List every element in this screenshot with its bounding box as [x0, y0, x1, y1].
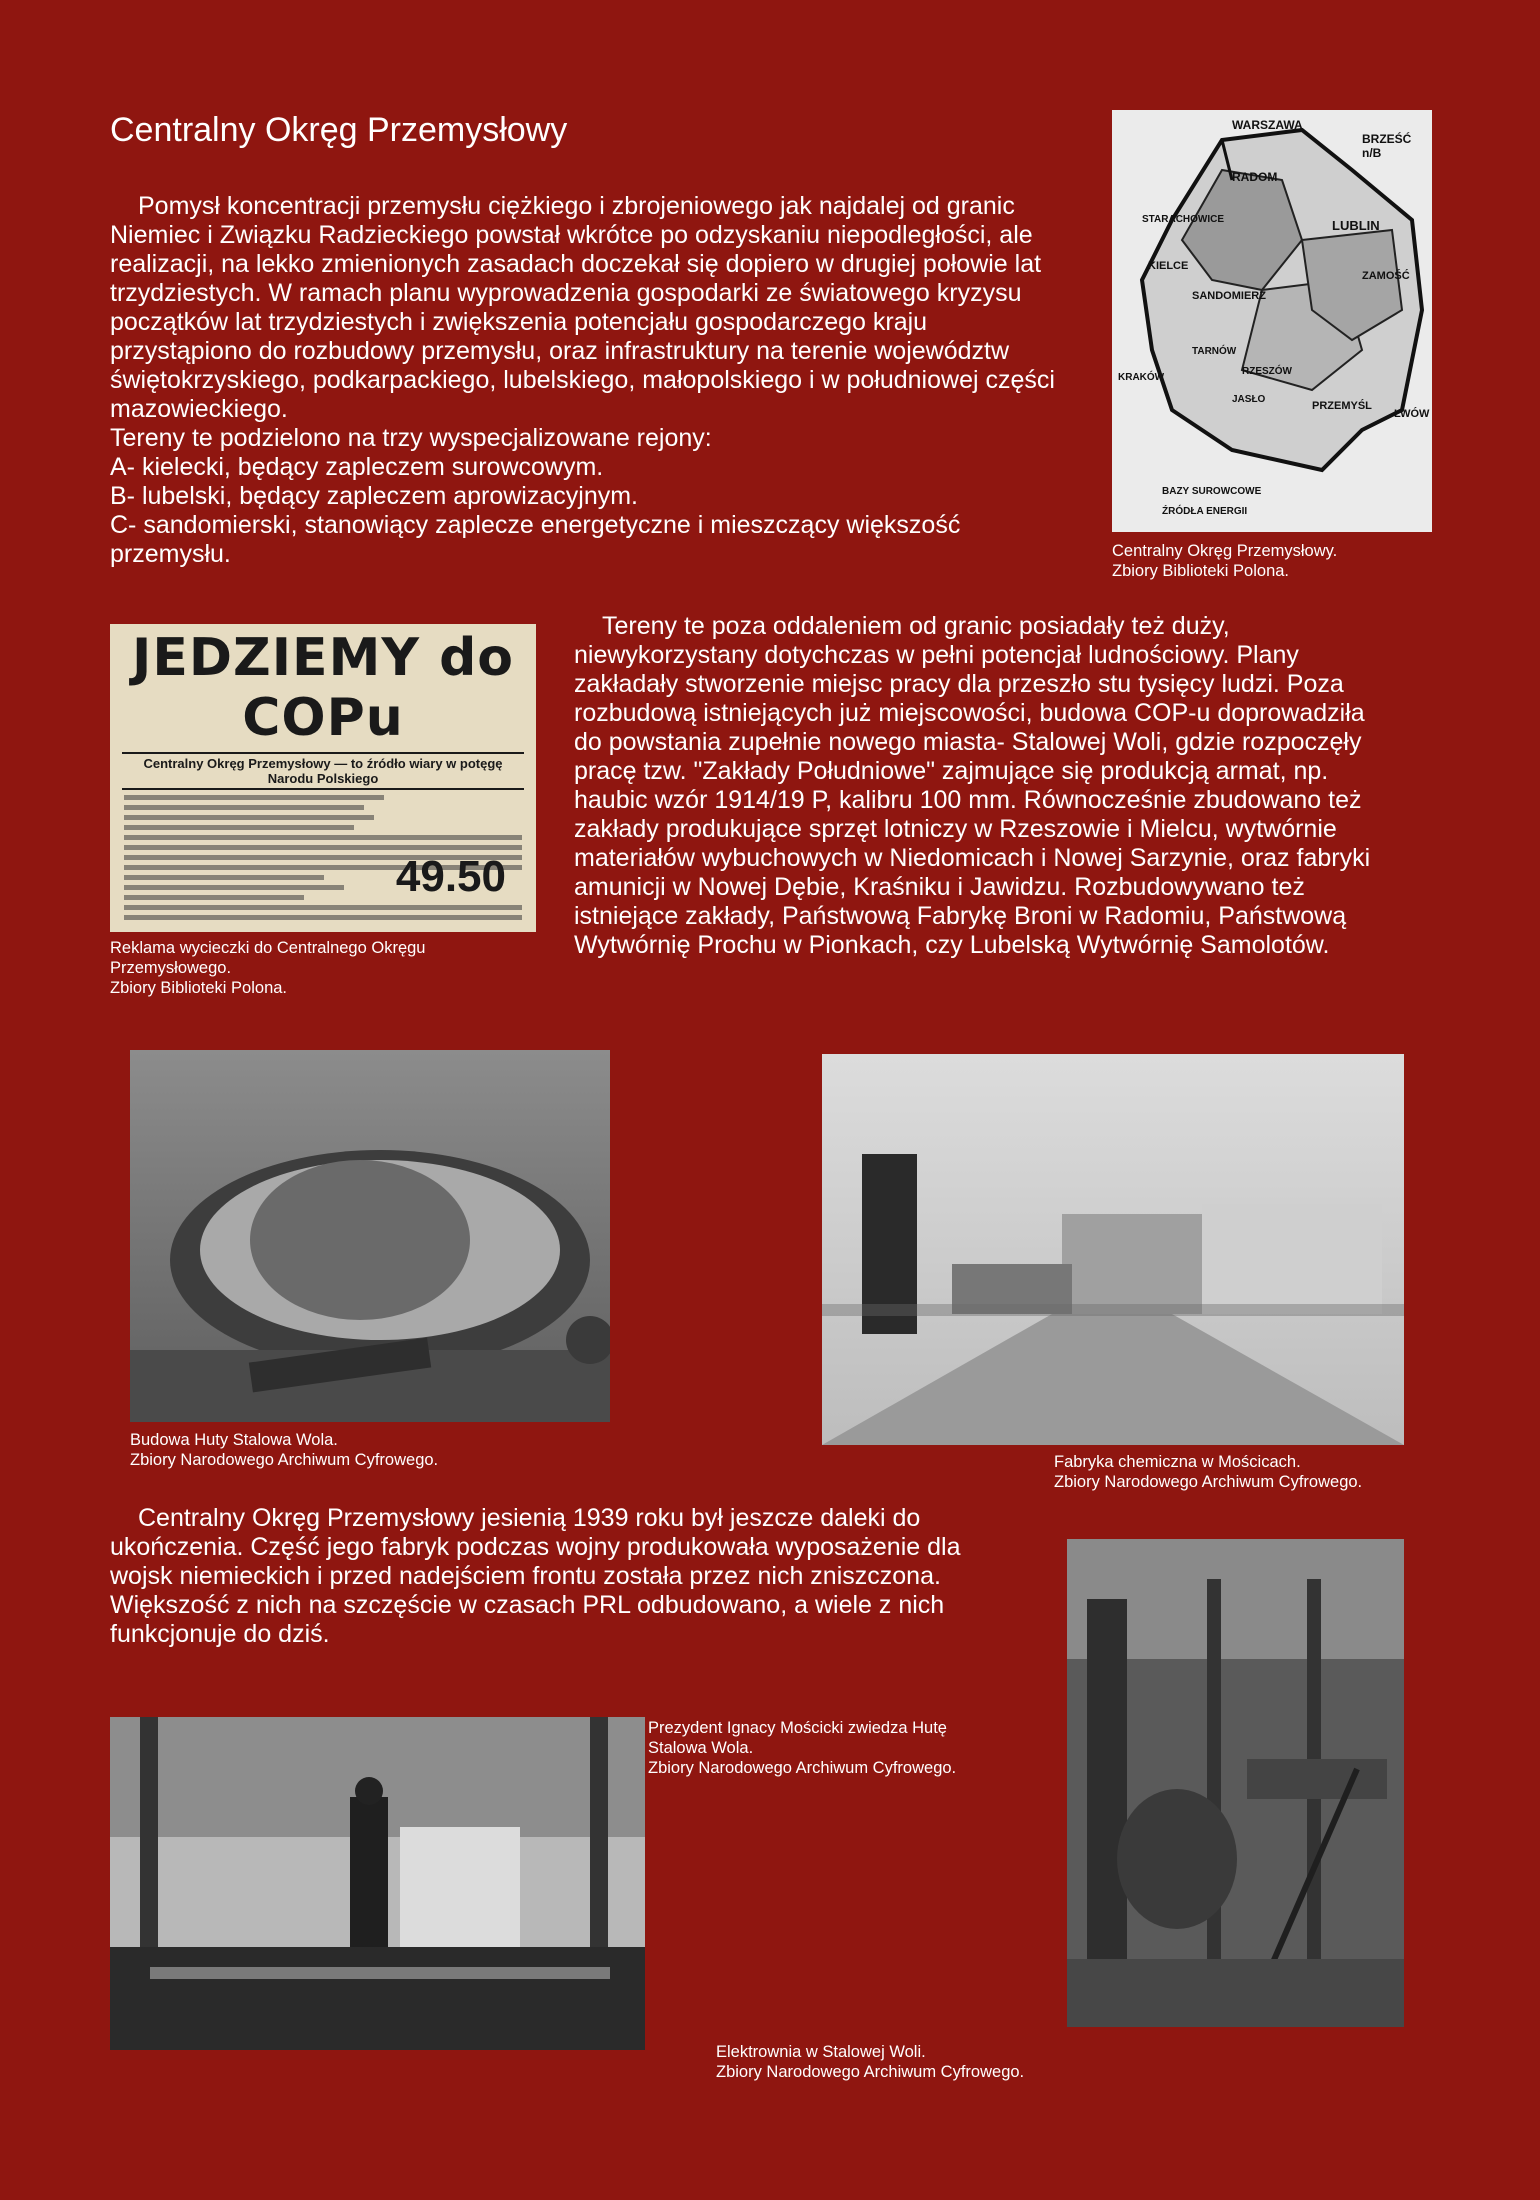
- elektrownia-caption-line: Zbiory Narodowego Archiwum Cyfrowego.: [716, 2063, 1025, 2081]
- map-label-lublin: LUBLIN: [1332, 218, 1380, 233]
- moscicki-visit-photo: [110, 1717, 645, 2050]
- moscicki-caption-line: Zbiory Narodowego Archiwum Cyfrowego.: [648, 1759, 957, 1777]
- map-legend-bazy: BAZY SUROWCOWE: [1162, 486, 1262, 497]
- poster-caption: [110, 938, 425, 998]
- closing-paragraph: Centralny Okręg Przemysłowy jesienią 1939 roku był jeszcze daleki do ukończenia. Część jego fabryk podczas wojny produkowała wyposażenie dla wojsk niemieckich i przed nadejściem frontu została przez nich zniszczona. Większość z nich na szczęście w czasach PRL odbudowano, a wiele z nich funkcjonuje do dziś.: [110, 1504, 961, 1648]
- map-label-warszawa: WARSZAWA: [1232, 118, 1303, 132]
- huta-caption-line: Zbiory Narodowego Archiwum Cyfrowego.: [130, 1451, 439, 1469]
- poster-headline: JEDZIEMY do COPu: [131, 628, 515, 748]
- map-label-zamosc: ZAMOŚĆ: [1362, 270, 1410, 282]
- huta-caption: [130, 1430, 438, 1470]
- map-label-radom: RADOM: [1232, 170, 1278, 184]
- page-title: Centralny Okręg Przemysłowy: [110, 111, 568, 149]
- map-label-przemysl: PRZEMYŚL: [1312, 400, 1372, 412]
- second-text: [574, 612, 1394, 960]
- moscice-caption-line: Fabryka chemiczna w Mościcach.: [1054, 1453, 1301, 1471]
- elektrownia-photo: [1067, 1539, 1404, 2027]
- map-label-lwow: LWÓW: [1394, 408, 1430, 420]
- region-c: C- sandomierski, stanowiący zaplecze energetyczne i mieszczący większość przemysłu.: [110, 511, 961, 568]
- map-label-rzeszow: RZESZÓW: [1242, 366, 1292, 377]
- map-legend-zrodla: ŹRÓDŁA ENERGII: [1162, 506, 1248, 517]
- map-label-starachowice: STARACHOWICE: [1142, 214, 1225, 225]
- intro-text: [110, 192, 1070, 569]
- region-b: B- lubelski, będący zapleczem aprowizacyjnym.: [110, 482, 638, 510]
- map-caption-line: Zbiory Biblioteki Polona.: [1112, 562, 1290, 580]
- moscice-caption: [1054, 1452, 1362, 1492]
- elektrownia-caption-line: Elektrownia w Stalowej Woli.: [716, 2043, 926, 2061]
- map-caption: [1112, 541, 1337, 581]
- huta-construction-photo: [130, 1050, 610, 1422]
- map-label-jaslo: JASŁO: [1232, 394, 1266, 405]
- region-a: A- kielecki, będący zapleczem surowcowym.: [110, 453, 604, 481]
- moscicki-caption-line: Prezydent Ignacy Mościcki zwiedza Hutę: [648, 1719, 947, 1737]
- moscice-caption-line: Zbiory Narodowego Archiwum Cyfrowego.: [1054, 1473, 1363, 1491]
- poster-price: 49.50: [395, 852, 506, 901]
- moscice-factory-photo: [822, 1054, 1404, 1445]
- map-label-brzesc: BRZEŚĆ n/B: [1362, 132, 1412, 160]
- regions-intro: Tereny te podzielono na trzy wyspecjalizowane rejony:: [110, 424, 712, 452]
- cop-map-image: [1112, 110, 1432, 532]
- map-label-kielce: KIELCE: [1148, 260, 1189, 272]
- closing-text: [110, 1504, 990, 1649]
- cop-poster-image: [110, 624, 536, 932]
- moscicki-caption-line: Stalowa Wola.: [648, 1739, 754, 1757]
- map-label-tarnow: TARNÓW: [1192, 346, 1237, 357]
- poster-subtitle: Centralny Okręg Przemysłowy — to źródło wiary w potęgę Narodu Polskiego: [122, 752, 524, 790]
- map-label-sandomierz: SANDOMIERZ: [1192, 290, 1266, 302]
- second-paragraph: Tereny te poza oddaleniem od granic posiadały też duży, niewykorzystany dotychczas w pełni potencjał ludnościowy. Plany zakładały stworzenie miejsc pracy dla przeszło stu tysięcy ludzi. Poza rozbudową istniejących już miejscowości, budowa COP-u doprowadziła do powstania zupełnie nowego miasta- Stalowej Woli, gdzie rozpoczęły pracę tzw. "Zakłady Południowe" zajmujące się produkcją armat, np. haubic wzór 1914/19 P, kalibru 100 mm. Równocześnie zbudowano też zakłady produkujące sprzęt lotniczy w Rzeszowie i Mielcu, wytwórnie materiałów wybuchowych w Niedomicach i Nowej Sarzynie, oraz fabryki amunicji w Nowej Dębie, Kraśniku i Jawidzu. Rozbudowywano też istniejące zakłady, Państwową Fabrykę Broni w Radomiu, Państwową Wytwórnię Prochu w Pionkach, czy Lubelską Wytwórnię Samolotów.: [574, 612, 1371, 959]
- map-label-krakow: KRAKÓW: [1118, 372, 1165, 383]
- poster-caption-line: Zbiory Biblioteki Polona.: [110, 979, 288, 997]
- poster-caption-line: Reklama wycieczki do Centralnego Okręgu: [110, 939, 426, 957]
- moscicki-caption: [648, 1718, 956, 1778]
- poster-caption-line: Przemysłowego.: [110, 959, 232, 977]
- intro-paragraph: Pomysł koncentracji przemysłu ciężkiego i zbrojeniowego jak najdalej od granic Niemiec i Związku Radzieckiego powstał wkrótce po odzyskaniu niepodległości, ale realizacji, na lekko zmienionych zasadach doczekał się dopiero w drugiej połowie lat trzydziestych. W ramach planu wyprowadzenia gospodarki ze światowego kryzysu początków lat trzydziestych i zwiększenia potencjału gospodarczego kraju przystąpiono do rozbudowy przemysłu, oraz infrastruktury na terenie województw świętokrzyskiego, podkarpackiego, lubelskiego, małopolskiego i w południowej części mazowieckiego.: [110, 192, 1055, 423]
- map-caption-line: Centralny Okręg Przemysłowy.: [1112, 542, 1338, 560]
- huta-caption-line: Budowa Huty Stalowa Wola.: [130, 1431, 338, 1449]
- elektrownia-caption: [716, 2042, 1024, 2082]
